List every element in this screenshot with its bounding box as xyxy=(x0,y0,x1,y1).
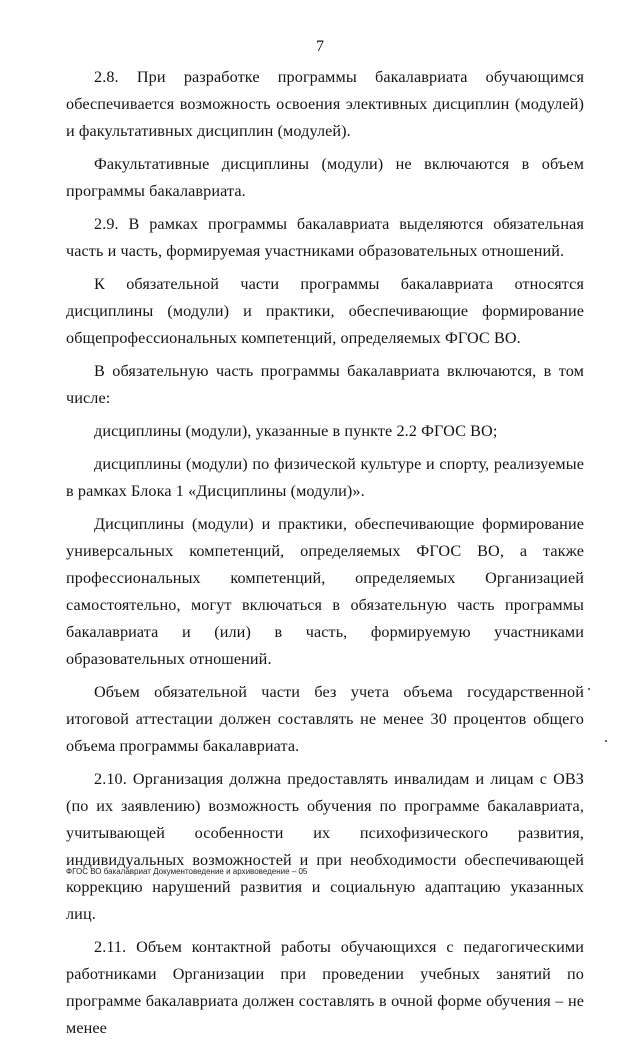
paragraph-2-10: 2.10. Организация должна предоставлять инвалидам и лицам с ОВЗ (по их заявлению) возможность обучения по программе бакалавриата, учитывающей особенности их психофизического развития, индивидуальных возможностей и при необходимости обеспечивающей коррекцию нарушений развития и социальную адаптацию указанных лиц. xyxy=(66,770,584,923)
paragraph-mandatory-volume: Объем обязательной части без учета объема государственной итоговой аттестации должен составлять не менее 30 процентов общего объема программы бакалавриата. xyxy=(66,683,584,755)
scan-speck xyxy=(588,688,590,690)
paragraph-2-11: 2.11. Объем контактной работы обучающихся с педагогическими работниками Организации при проведении учебных занятий по программе бакалавриата должен составлять в очной форме обучения – не менее xyxy=(66,938,584,1037)
paragraph-list-item-1: дисциплины (модули), указанные в пункте 2.2 ФГОС ВО; xyxy=(94,422,498,440)
document-body xyxy=(66,64,584,1048)
paragraph-2-9: 2.9. В рамках программы бакалавриата выделяются обязательная часть и часть, формируемая участниками образовательных отношений. xyxy=(66,215,584,260)
paragraph-list-item-2: дисциплины (модули) по физической культуре и спорту, реализуемые в рамках Блока 1 «Дисциплины (модули)». xyxy=(66,455,584,500)
paragraph-optional-disciplines: Факультативные дисциплины (модули) не включаются в объем программы бакалавриата. xyxy=(66,155,584,200)
paragraph-mandatory-part: К обязательной части программы бакалавриата относятся дисциплины (модули) и практики, обеспечивающие формирование общепрофессиональных компетенций, определяемых ФГОС ВО. xyxy=(66,275,584,347)
paragraph-mandatory-includes: В обязательную часть программы бакалавриата включаются, в том числе: xyxy=(66,362,584,407)
paragraph-universal-competencies: Дисциплины (модули) и практики, обеспечивающие формирование универсальных компетенций, определяемых ФГОС ВО, а также профессиональных компетенций, определяемых Организацией самостоятельно, могут включаться в обязательную часть программы бакалавриата и (или) в часть, формируемую участниками образовательных отношений. xyxy=(66,515,584,668)
footer-caption: ФГОС ВО бакалавриат Документоведение и архивоведение – 05 xyxy=(66,867,308,876)
paragraph-2-8: 2.8. При разработке программы бакалавриата обучающимся обеспечивается возможность освоения элективных дисциплин (модулей) и факультативных дисциплин (модулей). xyxy=(66,68,584,140)
page-number: 7 xyxy=(316,38,324,55)
scan-speck xyxy=(605,740,607,742)
